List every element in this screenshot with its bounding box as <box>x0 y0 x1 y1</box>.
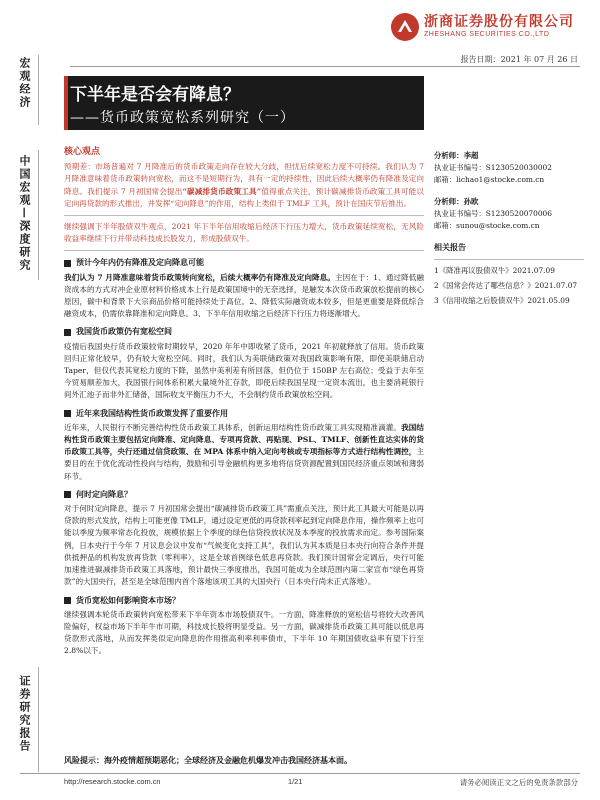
page-number: 1/21 <box>288 777 303 786</box>
section-heading-4-text: 何时定向降息？ <box>76 489 132 499</box>
section-heading-5 <box>64 595 424 607</box>
rail-divider <box>38 55 39 125</box>
section-divider <box>64 215 424 216</box>
footer-website-link[interactable]: http://research.stocke.com.cn <box>64 777 161 786</box>
section-heading-5-text: 货币宽松如何影响资本市场？ <box>76 595 180 605</box>
core-paragraph-2: 继续强调下半年股债双牛观点，2021 年下半年信用收缩后经济下行压力增大，货币政策延续宽松，无风险收益率继续下行并带动科技成长股发力，形成股债双牛。 <box>64 222 424 244</box>
square-bullet-icon <box>64 410 71 417</box>
section-1-body <box>64 272 424 321</box>
related-reports-title: 相关报告 <box>434 243 466 252</box>
square-bullet-icon <box>64 329 71 336</box>
core-view-title: 核心观点 <box>64 147 101 157</box>
header-divider <box>70 66 580 67</box>
rail-report-label: 证券研究报告 <box>18 675 31 753</box>
section-heading-4 <box>64 489 424 501</box>
rail-divider <box>38 150 39 280</box>
analyst-1-label: 分析师： <box>434 151 464 160</box>
core-p1-text-c: 值得重点关注，预计碳减排货币政策工具可能以定向再贷款的形式推出，并发挥“定向降息”的作用，结构上类似于 TMLF 工具，预计在国庆节后推出。 <box>64 186 424 208</box>
section-heading-1-text: 预计今年内仍有降准及定向降息可能 <box>76 258 204 268</box>
page-title: 下半年是否会有降息？ <box>70 85 240 105</box>
related-report-link[interactable]: 1《降准再议股债双牛》2021.07.09 <box>434 266 555 275</box>
analyst-1-email[interactable]: 邮箱：lichao1@stocke.com.cn <box>434 175 545 184</box>
core-p1-highlight: “碳减排货币政策工具” <box>182 186 262 196</box>
section-1-bold: 我们认为 7 月降准意味着货币政策转向宽松，后续大概率仍有降准及定向降息。 <box>64 272 335 282</box>
section-divider <box>64 250 424 251</box>
disclaimer-note: 请务必阅读正文之后的免责条款部分 <box>459 778 578 787</box>
risk-warning: 风险提示：海外疫情超预期恶化；全球经济及金融危机爆发冲击我国经济基本面。 <box>64 756 352 765</box>
square-bullet-icon <box>64 260 71 267</box>
main-content <box>64 140 424 658</box>
company-logo <box>390 10 590 44</box>
title-block <box>64 76 424 130</box>
section-heading-1 <box>64 257 424 269</box>
report-date-label: 报告日期： <box>460 55 501 64</box>
analyst-2 <box>434 196 584 208</box>
rail-divider <box>38 667 39 772</box>
section-1-text: 主因在于：1、通过降低融资成本的方式对冲企业原材料价格成本上行是政策国境中的无奈选择，是触发本次货币政策放松提前的核心原因，碳中和背景下大宗商品价格可能持续处于高位。2、降低实际融资成本较多，但是更重要是降低综合融资成本，仍需依靠降准和定向降息。3、下半年信用收缩之后经济下行压力将逐渐增大。 <box>64 272 424 319</box>
analyst-1-cert: 执业证书编号：S1230520030002 <box>434 163 552 172</box>
rail-category: 宏观经济 <box>18 57 31 109</box>
section-heading-2-text: 我国货币政策仍有宽松空间 <box>76 327 172 337</box>
square-bullet-icon <box>64 491 71 498</box>
page-subtitle: ——货币政策宽松系列研究（一） <box>70 110 295 126</box>
analyst-2-label: 分析师： <box>434 197 464 206</box>
square-bullet-icon <box>64 597 71 604</box>
analyst-1-name: 李超 <box>463 151 479 160</box>
core-paragraph-1 <box>64 161 424 210</box>
section-4-body: 对于何时定向降息，提示 7 月初国常会提出“碳减排货币政策工具”需重点关注，预计此工具最大可能是以再贷款的形式发放，结构上可能更像 TMLF，通过设定更低的再贷款利率起到定向降息作用，操作频率上也可能以季度为频率常态化投放，规模依据上个季度的绿色信贷投放状况及本季度的投放需求而定。参考国际案例，日本央行于今年 7 月议息会议中发布“气候变化支持工具”，我们认为其本质是日本央行向符合条件并提供抵押品的机构发放再贷款（零利率），这是全球首例绿色低息再贷款。我们预计国常会定调后，央行可能加速推进碳减排货币政策工具落地，预计最快三季度推出，我国可能成为全球范围内第二家宣布“绿色再贷款”的大国央行，甚至是全球范围内首个落地该项工具的大国央行（日本央行尚未正式落地）。 <box>64 504 424 587</box>
section-heading-3-text: 近年来我国结构性货币政策发挥了重要作用 <box>76 408 228 418</box>
analyst-2-name: 孙欧 <box>463 197 479 206</box>
company-name-cn: 浙商证券股份有限公司 <box>424 14 574 30</box>
section-5-body: 继续强调本轮货币政策转向宽松带来下半年资本市场股债双牛。一方面，降准释放的宽松信号将较大改善风险偏好，权益市场下半年牛市可期，科技成长股将明显受益。另一方面，碳减排货币政策工具可能以低息再贷款形式落地，从而发挥类似定向降息的作用推高利率利率债市，下半年 10 年期国债收益率有望下行至 2.8%以下。 <box>64 609 424 656</box>
right-sidebar <box>434 150 584 310</box>
section-heading-2 <box>64 326 424 338</box>
logo-mark-icon <box>390 12 420 42</box>
left-rail <box>8 55 38 775</box>
analyst-2-cert: 执业证书编号：S1230520070006 <box>434 209 552 218</box>
related-report-link[interactable]: 2《国常会传达了哪些信息？》2021.07.07 <box>434 281 578 290</box>
section-3-bold: 我国结构性货币政策主要包括定向降准、定向降息、专项再贷款、再贴现、PSL、TMLF、创新性直达实体的货币政策工具等，央行还通过信贷政策、在 MPA 体系中纳入定向考核或专项指标等方式进行结构性调控， <box>64 422 425 457</box>
report-date-value: 2021 年 07 月 26 日 <box>500 55 578 64</box>
title-accent-bar <box>64 76 68 130</box>
related-divider <box>434 259 584 260</box>
rail-report-type: 中国宏观—深度研究 <box>18 155 31 272</box>
section-3-text-c: 主要目的在于优化流动性投向与结构，鼓励和引导金融机构更多地将信贷资源配置到国民经济重点领域和薄弱环节。 <box>64 447 424 481</box>
section-2-body: 疫情后我国央行货币政策较常时期较早，2020 年年中即收紧了货币，2021 年初就释放了信用。货币政策回归正常化较早，仍有较大宽松空间。同时，我们认为美联储政策对我国政策影响有限，即使美联储启动 Taper，但仅代表其宽松力度的下降，虽然中美利差有所回落，但仍位于 150BP 左右高位；受益于去年至今贸易顺差加大，我国银行间体系积累大量境外汇存款，即使后续我国呈现一定资本流出，也主要消耗银行间外汇池子而非外汇储备，国际收支平衡压力不大，不会制约货币政策放松空间。 <box>64 341 424 400</box>
analyst-1 <box>434 150 584 162</box>
footer-divider <box>20 773 580 774</box>
analyst-2-email[interactable]: 邮箱：sunou@stocke.com.cn <box>434 221 540 230</box>
related-report-link[interactable]: 3《信用收缩之后股债双牛》2021.05.09 <box>434 296 570 305</box>
section-3-text-a: 近年来，人民银行不断完善结构性货币政策工具体系，创新运用结构性货币政策工具实现精准滴灌。 <box>64 422 402 432</box>
company-name-en: ZHESHANG SECURITIES CO.,LTD <box>424 31 550 38</box>
core-p1-text-a: 预期差：市场普遍对 7 月降准后的货币政策走向存在较大分歧，担忧后续宽松力度不可持续。我们认为 7 月降准意味着货币政策转向宽松，而这不是短期行为，具有一定的持续性，因此后续大概率仍有降准及定向降息。我们提示 7 月初国常会提出 <box>64 162 424 196</box>
section-3-body <box>64 422 424 483</box>
section-heading-3 <box>64 408 424 420</box>
report-date <box>461 54 578 65</box>
